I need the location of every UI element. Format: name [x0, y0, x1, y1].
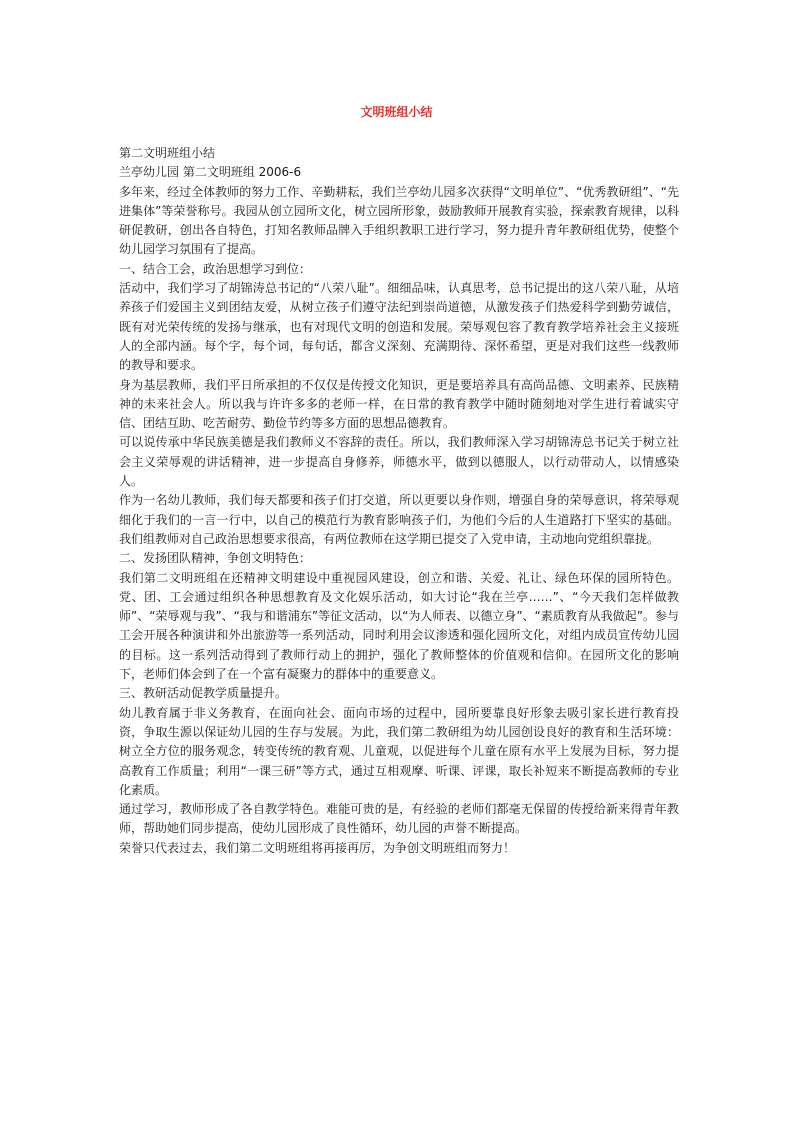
report-subtitle: 第二文明班组小结: [119, 146, 216, 160]
section-3-paragraph: 幼儿教育属于非义务教育，在面向社会、面向市场的过程中，园所要靠良好形象去吸引家长进行教育投资，争取生源以保证幼儿园的生存与发展。为此，我们第二教研组为幼儿园创设良好的教育和生活环境：树立全方位的服务观念，转变传统的教育观、儿童观，以促进每个儿童在原有水平上发展为目标，努力提高教育工作质量；利用“一课三研”等方式，通过互相观摩、听课、评课，取长补短来不断提高教师的专业化素质。: [119, 705, 679, 797]
section-heading-3: 三、教研活动促教学质量提升。: [119, 686, 288, 701]
section-3-paragraph: 通过学习，教师形成了各自教学特色。难能可贵的是，有经验的老师们都毫无保留的传授给新来得青年教师，帮助她们同步提高，使幼儿园形成了良性循环，幼儿园的声誉不断提高。: [119, 802, 679, 836]
section-2-paragraph: 我们第二文明班组在还精神文明建设中重视园风建设，创立和谐、关爱、礼让、绿色环保的园所特色。党、团、工会通过组织各种思想教育及文化娱乐活动，如大讨论“我在兰亭……”、“今天我们怎样做教师”、“荣辱观与我”、“我与和谐浦东”等征文活动，以“为人师表、以德立身”、“素质教育从我做起”。参与工会开展各种演讲和外出旅游等一系列活动，同时利用会议渗透和强化园所文化，对组内成员宣传幼儿园的目标。这一系列活动得到了教师行动上的拥护，强化了教师整体的价值观和信仰。在园所文化的影响下，老师们体会到了在一个富有凝聚力的群体中的重要意义。: [119, 570, 679, 682]
section-heading-2: 二、发扬团队精神，争创文明特色：: [119, 551, 312, 566]
section-1-paragraph: 作为一名幼儿教师，我们每天都要和孩子们打交道，所以更要以身作则，增强自身的荣辱意识，将荣辱观细化于我们的一言一行中，以自己的模范行为教育影响孩子们，为他们今后的人生道路打下坚实的基础。我们组教师对自己政治思想要求很高，有两位教师在这学期已提交了入党申请，主动地向党组织靠拢。: [119, 493, 679, 546]
section-heading-1: 一、结合工会，政治思想学习到位：: [119, 261, 312, 276]
closing-paragraph: 荣誉只代表过去，我们第二文明班组将再接再厉，为争创文明班组而努力！: [119, 840, 516, 855]
document-body: [119, 144, 679, 858]
report-byline: 兰亭幼儿园 第二文明班组 2006-6: [119, 165, 302, 180]
section-1-paragraph: 活动中，我们学习了胡锦涛总书记的“八荣八耻”。细细品味，认真思考，总书记提出的这八荣八耻，从培养孩子们爱国主义到团结友爱，从树立孩子们遵守法纪到崇尚道德，从激发孩子们热爱科学到勤劳诚信，既有对光荣传统的发扬与继承，也有对现代文明的创造和发展。荣辱观包容了教育教学培养社会主义接班人的全部内涵。每个字，每个词，每句话，都含义深刻、充满期待、深怀希望，更是对我们这些一线教师的教导和要求。: [119, 281, 679, 373]
section-1-paragraph: 身为基层教师，我们平日所承担的不仅仅是传授文化知识，更是要培养具有高尚品德、文明素养、民族精神的未来社会人。所以我与许许多多的老师一样，在日常的教育教学中随时随刻地对学生进行着诚实守信、团结互助、吃苦耐劳、勤俭节约等多方面的思想品德教育。: [119, 377, 679, 431]
section-1-paragraph: 可以说传承中华民族美德是我们教师义不容辞的责任。所以，我们教师深入学习胡锦涛总书记关于树立社会主义荣辱观的讲话精神，进一步提高自身修养，师德水平，做到以德服人，以行动带动人，以情感染人。: [119, 435, 679, 489]
document-title: 文明班组小结: [360, 105, 433, 119]
intro-paragraph: 多年来，经过全体教师的努力工作、辛勤耕耘，我们兰亭幼儿园多次获得“文明单位”、“优秀教研组”、“先进集体”等荣誉称号。我园从创立园所文化，树立园所形象，鼓励教师开展教育实验，探索教育规律，以科研促教研，创出各自特色，打知名教师品牌入手组织教职工进行学习，努力提升青年教研组优势，使整个幼儿园学习氛围有了提高。: [119, 184, 679, 257]
